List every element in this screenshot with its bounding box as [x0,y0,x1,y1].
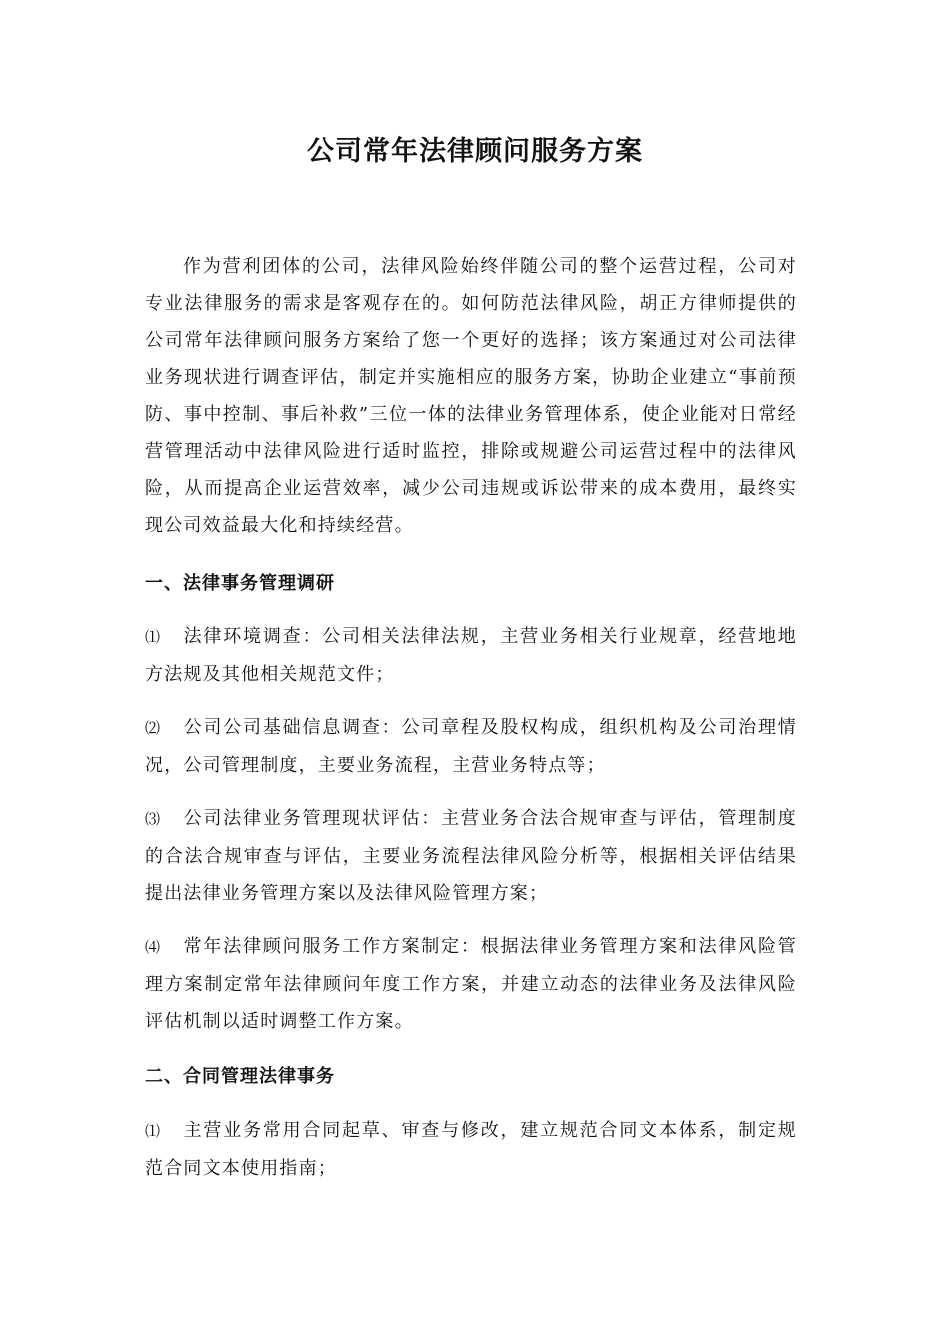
list-item-text: 法律环境调查：公司相关法律法规，主营业务相关行业规章，经营地地方法规及其他相关规范文件； [145,626,797,685]
intro-paragraph: 作为营利团体的公司，法律风险始终伴随公司的整个运营过程，公司对专业法律服务的需求是客观存在的。如何防范法律风险，胡正方律师提供的公司常年法律顾问服务方案给了您一个更好的选择；该方案通过对公司法律业务现状进行调查评估，制定并实施相应的服务方案，协助企业建立“事前预防、事中控制、事后补救”三位一体的法律业务管理体系，使企业能对日常经营管理活动中法律风险进行适时监控，排除或规避公司运营过程中的法律风险，从而提高企业运营效率，减少公司违规或诉讼带来的成本费用，最终实现公司效益最大化和持续经营。 [145,256,797,536]
list-item [145,618,797,693]
list-item-number: ⑷ [145,938,161,956]
list-item [145,709,797,784]
list-item [145,800,797,912]
list-item-text: 公司法律业务管理现状评估：主营业务合法合规审查与评估，管理制度的合法合规审查与评估，主要业务流程法律风险分析等，根据相关评估结果提出法律业务管理方案以及法律风险管理方案； [145,808,797,904]
document-title: 公司常年法律顾问服务方案 [307,136,643,167]
section-heading-1: 一、法律事务管理调研 [145,573,335,594]
list-item-number: ⑵ [145,719,161,737]
list-item [145,928,797,1040]
list-item-text: 公司公司基础信息调查：公司章程及股权构成，组织机构及公司治理情况，公司管理制度，主要业务流程，主营业务特点等； [145,717,797,776]
list-item-number: ⑶ [145,810,161,828]
list-item-text: 常年法律顾问服务工作方案制定：根据法律业务管理方案和法律风险管理方案制定常年法律顾问年度工作方案，并建立动态的法律业务及法律风险评估机制以适时调整工作方案。 [145,936,797,1032]
list-item-text: 主营业务常用合同起草、审查与修改，建立规范合同文本体系，制定规范合同文本使用指南； [145,1120,797,1179]
section-heading-2: 二、合同管理法律事务 [145,1066,335,1087]
list-item-number: ⑴ [145,1122,161,1140]
list-item-number: ⑴ [145,628,161,646]
list-item [145,1112,797,1187]
